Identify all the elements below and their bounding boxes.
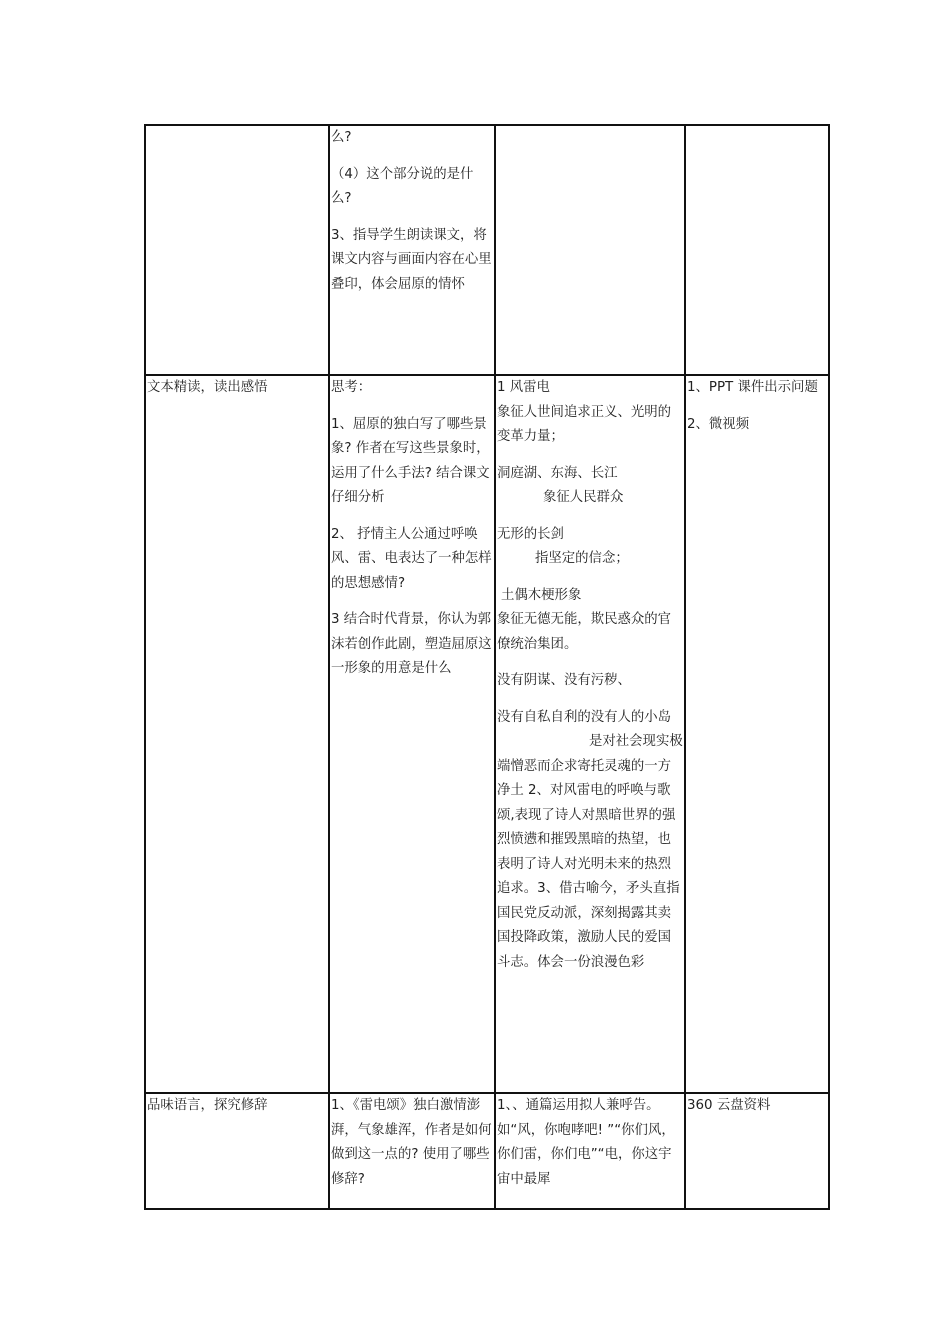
content-cell (495, 375, 685, 1093)
content-text: 象征人世间追求正义、光明的变革力量； (497, 404, 672, 444)
stage-cell: 品味语言，探究修辞 (145, 1093, 329, 1209)
stage-cell: 文本精读，读出感悟 (145, 375, 329, 1093)
content-text: 无形的长剑 (497, 526, 564, 542)
teacher-text: （4）这个部分说的是什么? (331, 166, 474, 206)
content-text: 指坚定的信念； (535, 551, 629, 566)
content-text (497, 706, 683, 976)
resource-text: 1、PPT 课件出示问题 (687, 380, 818, 395)
table-row (145, 1093, 829, 1209)
content-text: 象征无德无能，欺民惑众的官僚统治集团。 (497, 612, 672, 652)
resource-text: 2、微视频 (687, 416, 750, 432)
stage-cell (145, 125, 329, 375)
teacher-text: 1、《雷电颂》独白激情澎湃，气象雄浑，作者是如何做到这一点的? 使用了哪些修辞? (331, 1098, 492, 1187)
lesson-plan-table (144, 124, 830, 1210)
content-text: 象征人民群众 (543, 490, 624, 505)
content-text: 1、、通篇运用拟人兼呼告。如“风，你咆哮吧! ”“你们风，你们雷，你们电”“电，你这宇宙中最犀 (497, 1098, 675, 1187)
teacher-text: 么? (331, 130, 352, 145)
teacher-activity-cell (329, 375, 495, 1093)
resource-cell (685, 375, 829, 1093)
teacher-activity-cell (329, 125, 495, 375)
content-text-b: 是对社会现实极端憎恶而企求寄托灵魂的一方净土 2、对风雷电的呼唤与歌颂,表现了诗人对黑暗世界的强烈愤懑和摧毁黑暗的热望，也表明了诗人对光明未来的热烈追求。3、借古喻今，矛头直指国民党反动派，深刻揭露其卖国投降政策，激励人民的爱国斗志。体会一份浪漫色彩 (497, 734, 683, 970)
resource-cell (685, 125, 829, 375)
table-row (145, 125, 829, 375)
teacher-text: 3 结合时代背景，你认为郭沫若创作此剧，塑造屈原这一形象的用意是什么 (331, 612, 492, 676)
content-text-a: 没有自私自利的没有人的小岛 (497, 709, 672, 725)
content-cell (495, 125, 685, 375)
table-row (145, 375, 829, 1093)
teacher-text: 1、屈原的独白写了哪些景象? 作者在写这些景象时，运用了什么手法? 结合课文仔细分析 (331, 416, 490, 505)
teacher-activity-cell (329, 1093, 495, 1209)
content-text: 土偶木梗形象 (501, 587, 582, 603)
teacher-text: 思考： (331, 380, 372, 395)
resource-text: 360 云盘资料 (687, 1098, 771, 1113)
teacher-text: 2、 抒情主人公通过呼唤风、雷、电表达了一种怎样的思想感情? (331, 526, 492, 591)
resource-cell (685, 1093, 829, 1209)
content-text: 1 风雷电 (497, 380, 550, 395)
content-text: 洞庭湖、东海、长江 (497, 465, 618, 481)
content-cell (495, 1093, 685, 1209)
content-text: 没有阴谋、没有污秽、 (497, 673, 631, 688)
teacher-text: 3、指导学生朗读课文，将课文内容与画面内容在心里叠印，体会屈原的情怀 (331, 227, 492, 292)
